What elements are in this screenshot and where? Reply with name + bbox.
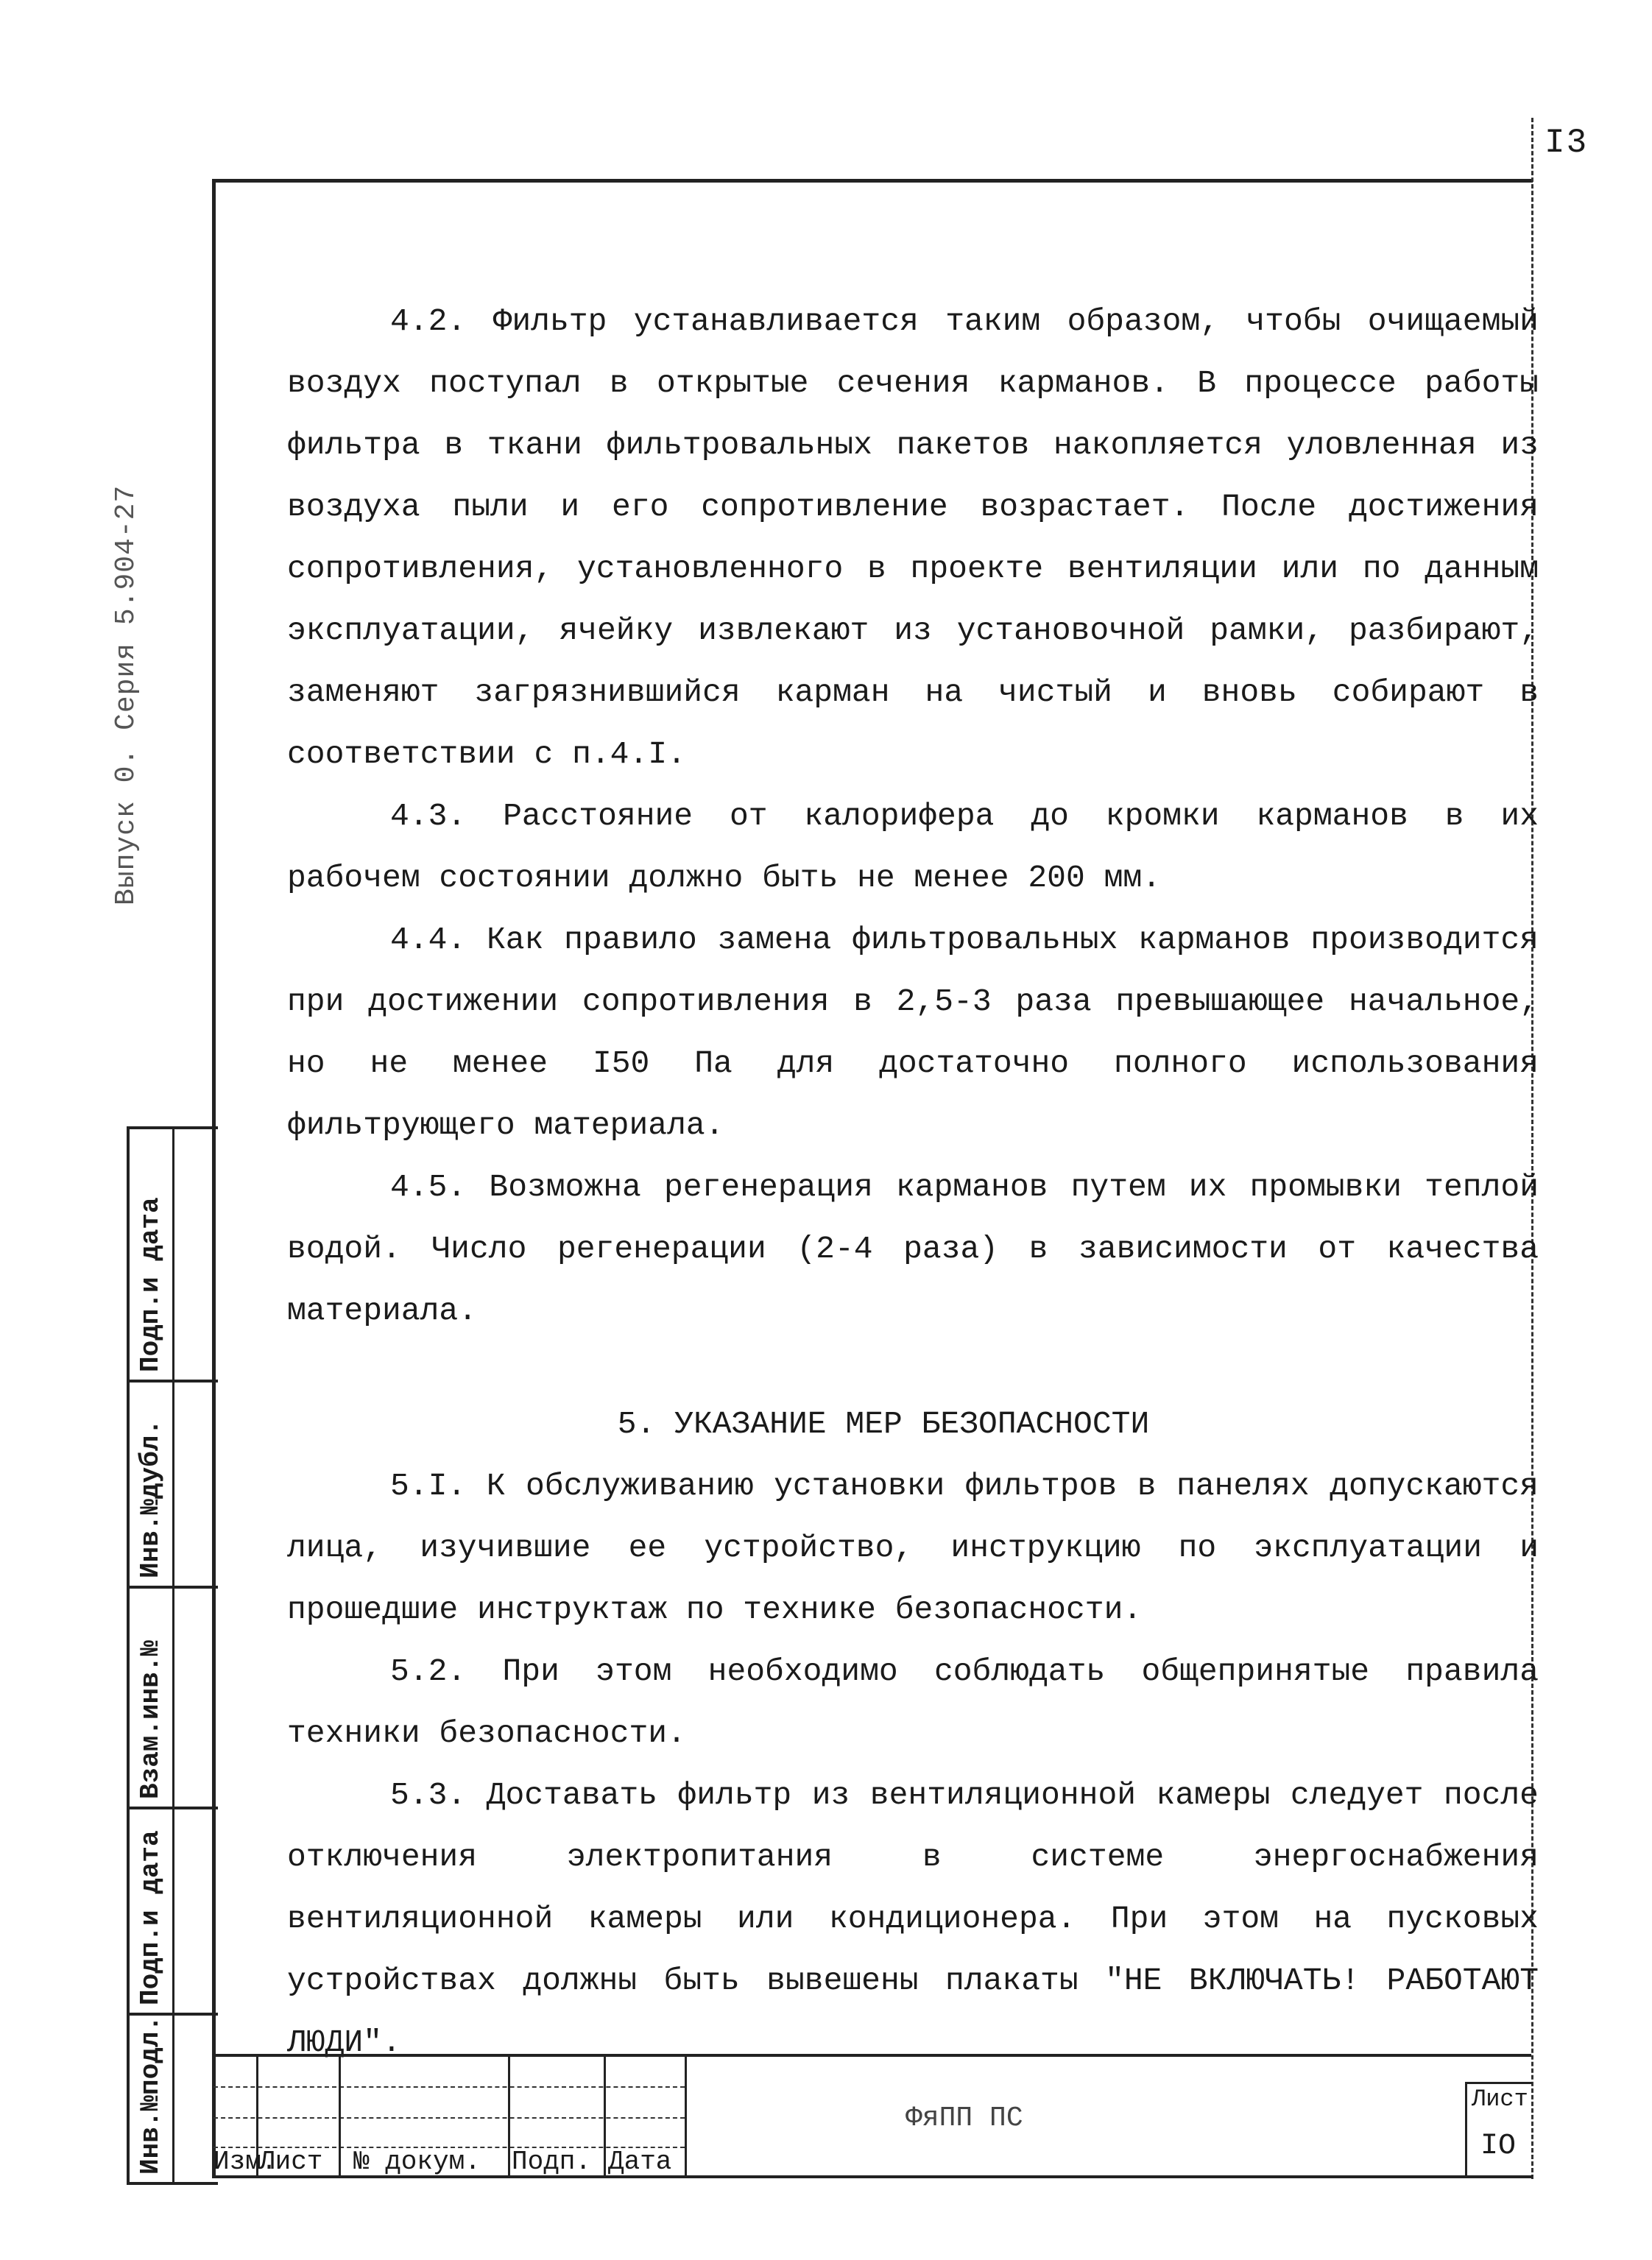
side-stamp — [127, 1126, 218, 2185]
document-body — [287, 291, 1539, 2074]
side-stamp-cell — [130, 1586, 218, 1807]
sheet-number: IO — [1480, 2130, 1517, 2163]
title-block-col-header: Лист — [259, 2147, 323, 2177]
title-block-col-header: Изм. — [213, 2147, 278, 2177]
paragraph: 4.3. Расстояние от калорифера до кромки карманов в их рабочем состоянии должно быть не менее 200 мм. — [287, 798, 1539, 896]
series-label: Выпуск 0. Серия 5.904-27 — [110, 484, 142, 905]
title-block-col-header: № докум. — [353, 2147, 481, 2177]
side-stamp-label: Инв.№подл. — [135, 2015, 166, 2175]
paragraph: 4.2. Фильтр устанавливается таким образом, чтобы очищаемый воздух поступал в открытые сечения карманов. В процессе работы фильтра в ткани фильтровальных пакетов накопляется уловленная из воздуха пыли и его сопротивление возрастает. После достижения сопротивления, установленного в проекте вентиляции или по данным эксплуатации, ячейку извлекают из установочной рамки, разбирают, заменяют загрязнившийся карман на чистый и вновь собирают в соответствии с п.4.I. — [287, 303, 1539, 772]
paragraph: 5.2. При этом необходимо соблюдать общепринятые правила техники безопасности. — [287, 1653, 1539, 1751]
title-block-col-line — [339, 2057, 341, 2178]
paragraph: 5.3. Доставать фильтр из вентиляционной камеры следует после отключения электропитания в системе энергоснабжения вентиляционной камеры или кондиционера. При этом на пусковых устройствах должны быть вывешены плакаты "НЕ ВКЛЮЧАТЬ! РАБОТАЮТ ЛЮДИ". — [287, 1777, 1539, 2061]
side-stamp-label: Инв.№дубл. — [135, 1419, 166, 1578]
paragraph: 4.4. Как правило замена фильтровальных карманов производится при достижении сопротивления в 2,5-3 раза превышающее начальное, но не менее I50 Па для достаточно полного использования фильтрующего материала. — [287, 922, 1539, 1143]
side-stamp-cell — [130, 2013, 218, 2182]
title-block-row-line — [213, 2117, 685, 2119]
title-block — [213, 2054, 1531, 2178]
document-code: ФяПП ПС — [906, 2102, 1023, 2134]
title-block-col-line — [508, 2057, 510, 2178]
page-number: I3 — [1545, 124, 1589, 162]
sheet-box — [1465, 2082, 1532, 2178]
paragraph: 4.5. Возможна регенерация карманов путем их промывки теплой водой. Число регенерации (2-4 раза) в зависимости от качества материала. — [287, 1169, 1539, 1329]
sheet-label: Лист — [1472, 2086, 1528, 2113]
side-stamp-label: Подп.и дата — [135, 1830, 166, 2005]
section-title: 5. УКАЗАНИЕ МЕР БЕЗОПАСНОСТИ — [617, 1406, 1150, 1442]
title-block-row-line — [213, 2086, 685, 2088]
title-block-col-line — [685, 2057, 687, 2178]
title-block-col-header: Дата — [608, 2147, 672, 2177]
title-block-col-line — [604, 2057, 606, 2178]
paragraph: 5.I. К обслуживанию установки фильтров в панелях допускаются лица, изучившие ее устройство, инструкцию по эксплуатации и прошедшие инструктаж по технике безопасности. — [287, 1468, 1539, 1628]
side-stamp-cell — [130, 1380, 218, 1586]
side-stamp-cell — [130, 1129, 218, 1380]
side-stamp-label: Взам.инв.№ — [135, 1639, 166, 1799]
side-stamp-label: Подп.и дата — [135, 1197, 166, 1372]
title-block-col-header: Подп. — [512, 2147, 592, 2177]
side-stamp-cell — [130, 1807, 218, 2013]
frame-top-border — [212, 179, 1533, 183]
